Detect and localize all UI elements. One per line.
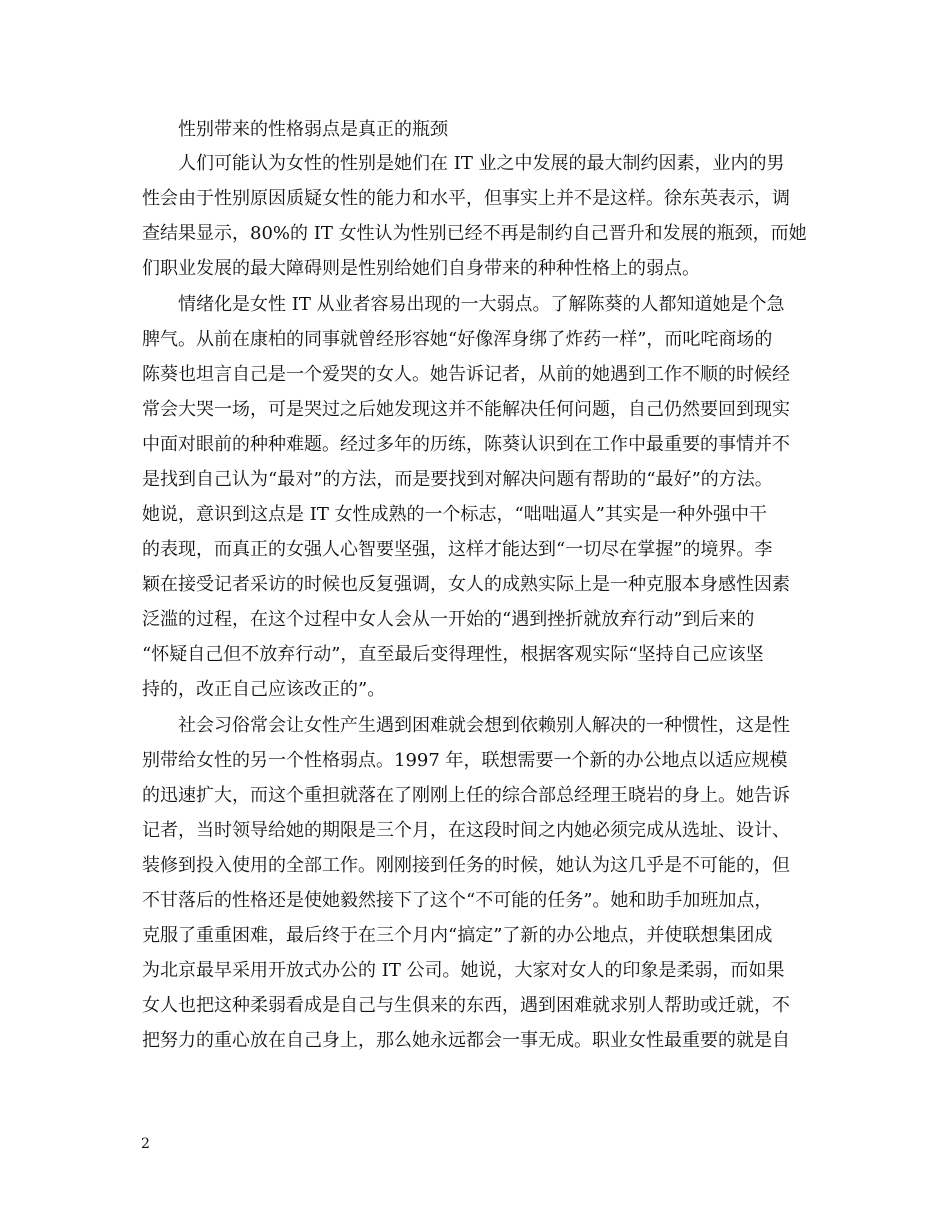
- paragraph-line: 别带给女性的另一个性格弱点。1997 年，联想需要一个新的办公地点以适应规模: [142, 750, 788, 771]
- paragraph-line: “怀疑自己但不放弃行动”，直至最后变得理性，根据客观实际“坚持自己应该坚: [142, 644, 764, 665]
- paragraph-line: 查结果显示，80%的 IT 女性认为性别已经不再是制约自己晋升和发展的瓶颈，而她: [142, 223, 807, 244]
- paragraph-line: 社会习俗常会让女性产生遇到困难就会想到依赖别人解决的一种惯性，这是性: [178, 715, 790, 736]
- paragraph-line: 中面对眼前的种种难题。经过多年的历练，陈葵认识到在工作中最重要的事情并不: [142, 434, 790, 455]
- paragraph-line: 情绪化是女性 IT 从业者容易出现的一大弱点。了解陈葵的人都知道她是个急: [178, 294, 785, 315]
- paragraph-line: 的表现，而真正的女强人心智要坚强，这样才能达到“一切尽在掌握”的境界。李: [142, 539, 773, 560]
- paragraph-emotionality: [142, 287, 818, 707]
- paragraph-line: 性会由于性别原因质疑女性的能力和水平，但事实上并不是这样。徐东英表示，调: [142, 188, 790, 209]
- paragraph-line: 女人也把这种柔弱看成是自己与生俱来的东西，遇到困难就求别人帮助或迁就，不: [142, 995, 790, 1016]
- paragraph-line: 把努力的重心放在自己身上，那么她永远都会一事无成。职业女性最重要的就是自: [142, 1030, 790, 1051]
- paragraph-line: 人们可能认为女性的性别是她们在 IT 业之中发展的最大制约因素，业内的男: [178, 153, 785, 174]
- paragraph-line: 为北京最早采用开放式办公的 IT 公司。她说，大家对女人的印象是柔弱，而如果: [142, 960, 785, 981]
- paragraph-line: 记者，当时领导给她的期限是三个月，在这段时间之内她必须完成从选址、设计、: [142, 820, 790, 841]
- paragraph-line: 克服了重重困难，最后终于在三个月内“搞定”了新的办公地点，并使联想集团成: [142, 925, 773, 946]
- paragraph-line: 她说，意识到这点是 IT 女性成熟的一个标志，“咄咄逼人”其实是一种外强中干: [142, 504, 767, 525]
- paragraph-line: 持的，改正自己应该改正的”。: [142, 679, 386, 700]
- paragraph-line: 脾气。从前在康柏的同事就曾经形容她“好像浑身绑了炸药一样”，而叱咤商场的: [142, 329, 773, 350]
- paragraph-line: 常会大哭一场，可是哭过之后她发现这并不能解决任何问题，自己仍然要回到现实: [142, 399, 790, 420]
- page-number: 2: [141, 1136, 150, 1152]
- paragraph-line: 陈葵也坦言自己是一个爱哭的女人。她告诉记者，从前的她遇到工作不顺的时候经: [142, 364, 790, 385]
- paragraph-line: 颖在接受记者采访的时候也反复强调，女人的成熟实际上是一种克服本身感性因素: [142, 574, 790, 595]
- paragraph-gender-misconception: [142, 146, 818, 286]
- paragraph-line: 不甘落后的性格还是使她毅然接下了这个“不可能的任务”。她和助手加班加点，: [142, 890, 773, 911]
- paragraph-line: 们职业发展的最大障碍则是性别给她们自身带来的种种性格上的弱点。: [142, 258, 700, 279]
- section-heading: 性别带来的性格弱点是真正的瓶颈: [178, 119, 448, 140]
- paragraph-line: 是找到自己认为“最对”的方法，而是要找到对解决问题有帮助的“最好”的方法。: [142, 469, 773, 490]
- paragraph-line: 泛滥的过程，在这个过程中女人会从一开始的“遇到挫折就放弃行动”到后来的: [142, 609, 755, 630]
- paragraph-dependency-habit: [142, 708, 818, 1058]
- paragraph-line: 装修到投入使用的全部工作。刚刚接到任务的时候，她认为这几乎是不可能的，但: [142, 855, 790, 876]
- paragraph-line: 的迅速扩大，而这个重担就落在了刚刚上任的综合部总经理王晓岩的身上。她告诉: [142, 785, 790, 806]
